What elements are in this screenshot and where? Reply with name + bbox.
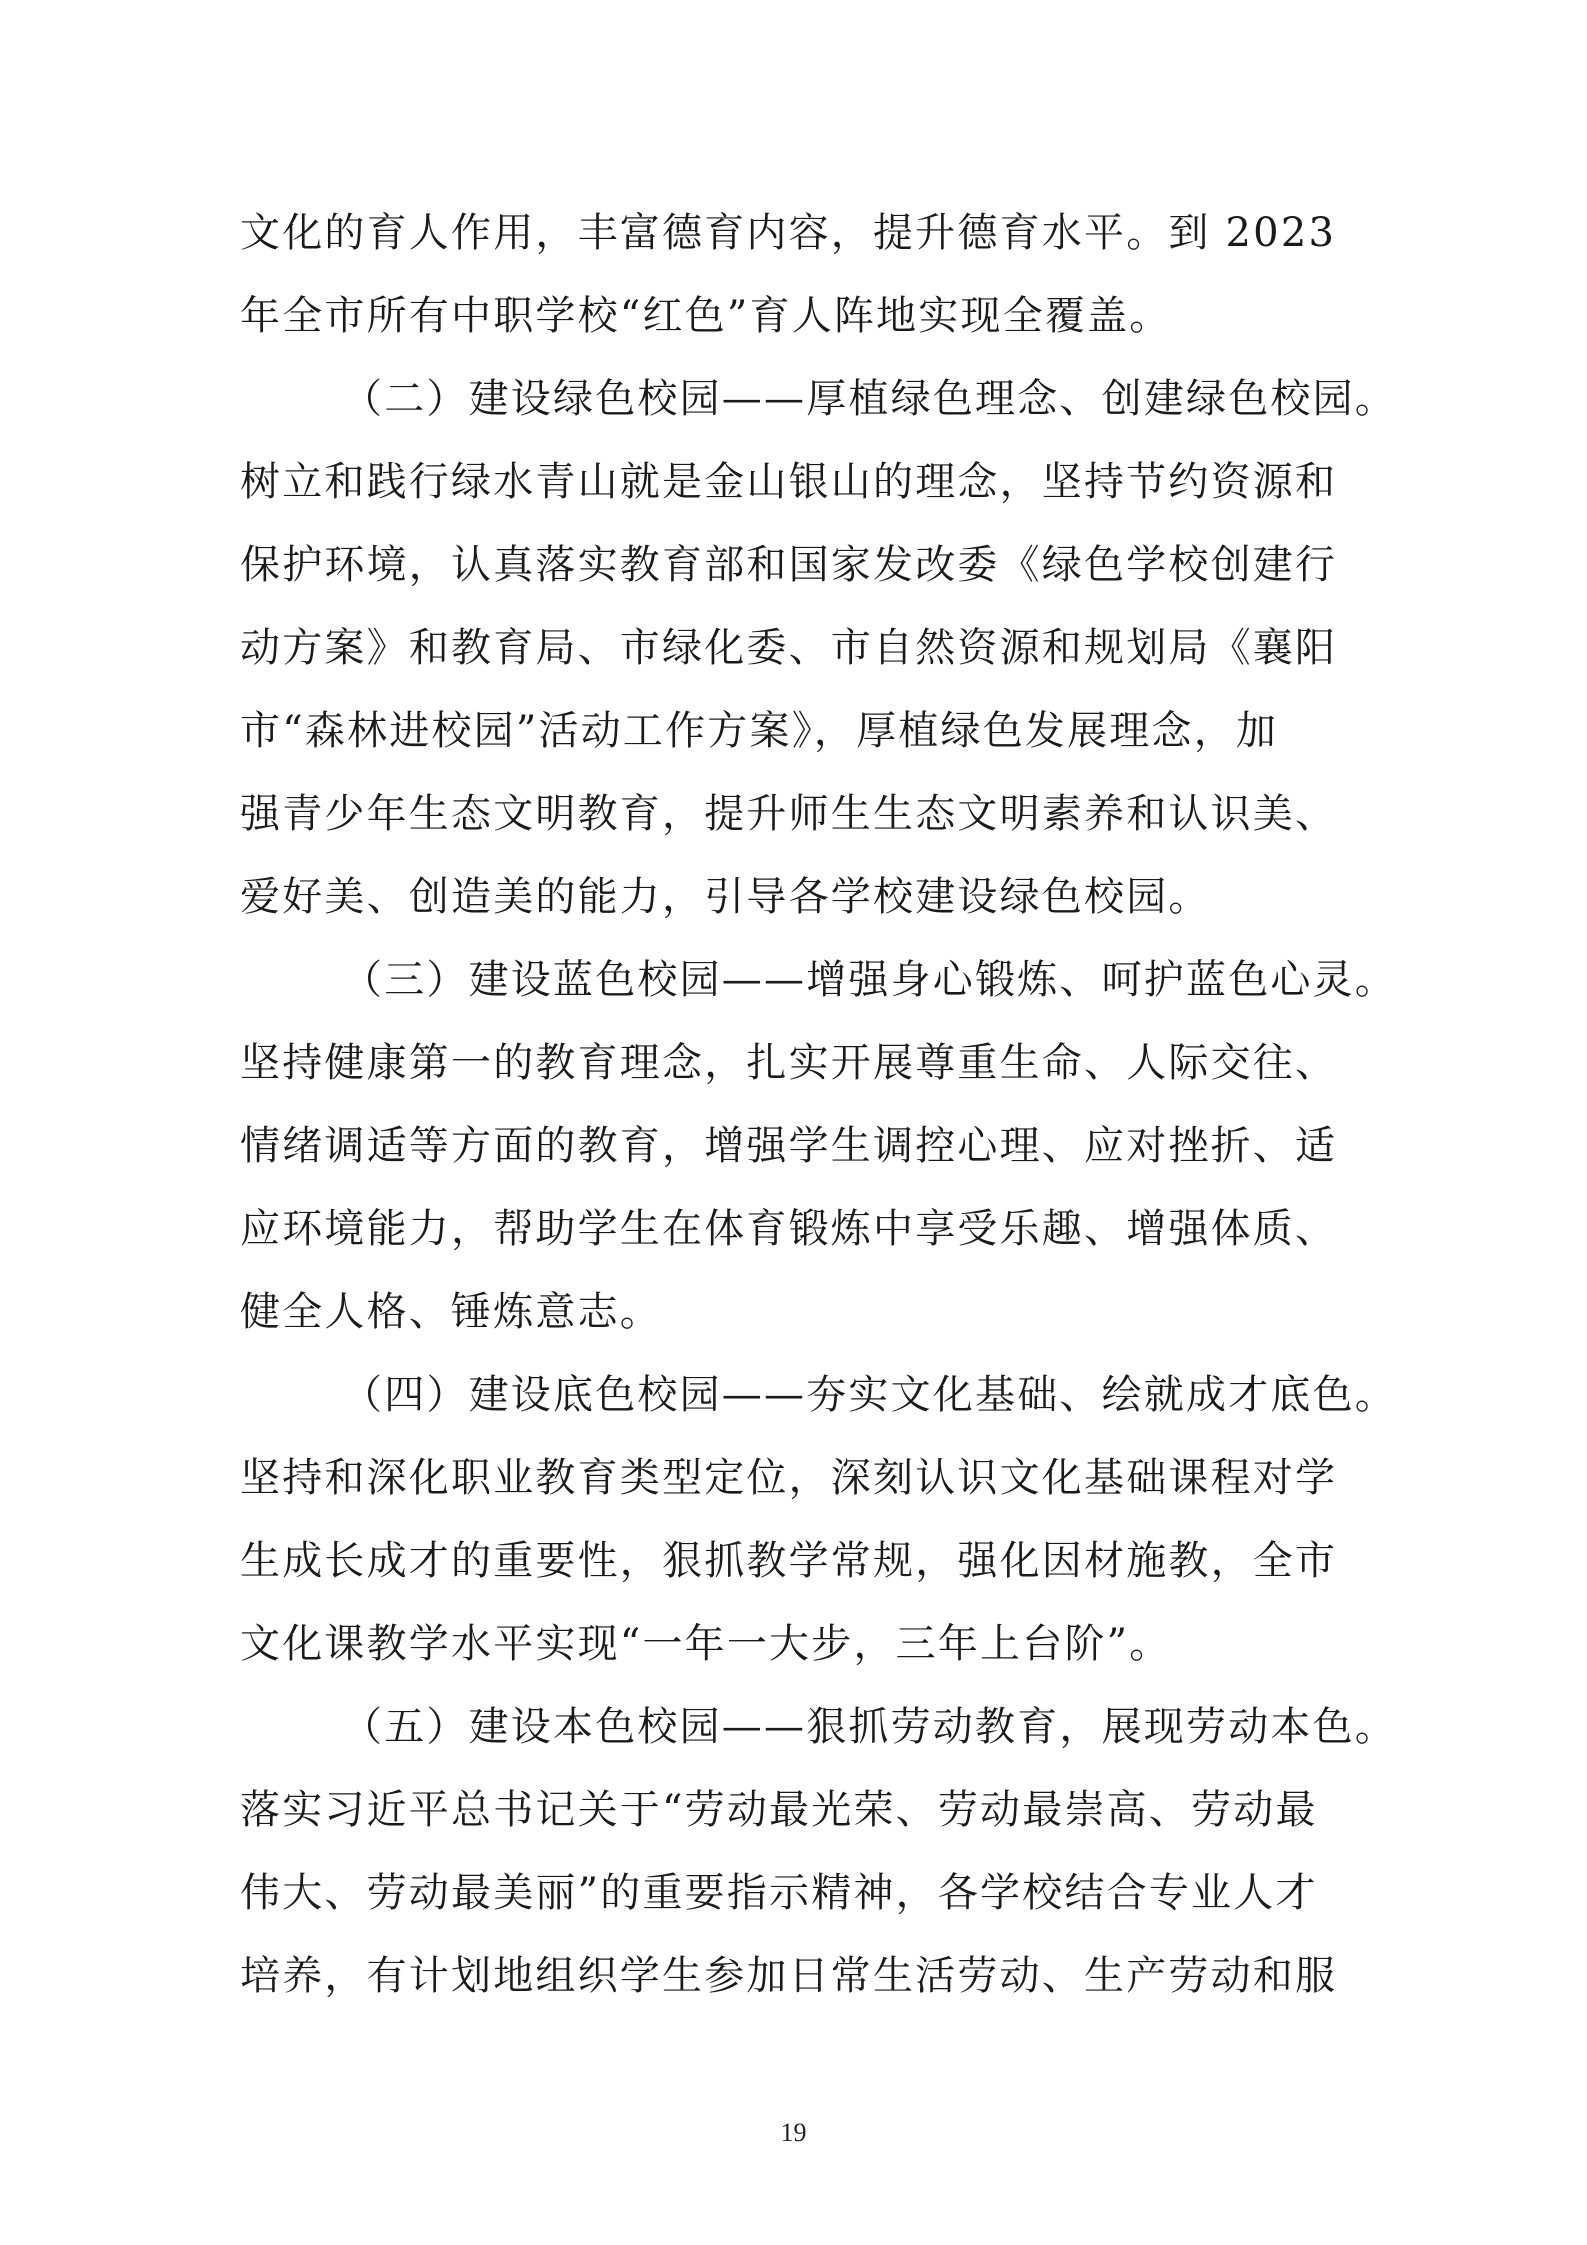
section-heading-line: （三）建设蓝色校园——增强身心锻炼、呵护蓝色心灵。	[342, 957, 1397, 1003]
text-line: 情绪调适等方面的教育，增强学生调控心理、应对挫折、适	[240, 1123, 1338, 1169]
text-line: 应环境能力，帮助学生在体育锻炼中享受乐趣、增强体质、	[240, 1206, 1338, 1252]
section-heading-line: （二）建设绿色校园——厚植绿色理念、创建绿色校园。	[342, 376, 1397, 422]
text-line: 健全人格、锤炼意志。	[240, 1289, 662, 1335]
section-heading-line: （四）建设底色校园——夯实文化基础、绘就成才底色。	[342, 1372, 1397, 1418]
section-heading-line: （五）建设本色校园——狠抓劳动教育，展现劳动本色。	[342, 1704, 1397, 1750]
text-line: 动方案》和教育局、市绿化委、市自然资源和规划局《襄阳	[240, 625, 1338, 671]
text-line: 强青少年生态文明教育，提升师生生态文明素养和认识美、	[240, 791, 1338, 837]
body-text	[240, 192, 1397, 2018]
text-line: 文化的育人作用，丰富德育内容，提升德育水平。到 2023	[240, 210, 1337, 256]
text-line: 爱好美、创造美的能力，引导各学校建设绿色校园。	[240, 874, 1211, 920]
text-line: 文化课教学水平实现“一年一大步，三年上台阶”。	[240, 1621, 1172, 1667]
text-line: 年全市所有中职学校“红色”育人阵地实现全覆盖。	[240, 293, 1172, 339]
text-line: 落实习近平总书记关于“劳动最光荣、劳动最崇高、劳动最	[240, 1787, 1318, 1833]
text-line: 生成长成才的重要性，狠抓教学常规，强化因材施教，全市	[240, 1538, 1338, 1584]
text-line: 培养，有计划地组织学生参加日常生活劳动、生产劳动和服	[240, 1953, 1338, 1999]
text-line: 坚持和深化职业教育类型定位，深刻认识文化基础课程对学	[240, 1455, 1338, 1501]
text-line: 伟大、劳动最美丽”的重要指示精神，各学校结合专业人才	[240, 1870, 1318, 1916]
text-line: 树立和践行绿水青山就是金山银山的理念，坚持节约资源和	[240, 459, 1338, 505]
text-line: 市“森林进校园”活动工作方案》，厚植绿色发展理念，加	[240, 708, 1279, 754]
text-line: 保护环境，认真落实教育部和国家发改委《绿色学校创建行	[240, 542, 1338, 588]
text-line: 坚持健康第一的教育理念，扎实开展尊重生命、人际交往、	[240, 1040, 1338, 1086]
page-number: 19	[780, 2118, 807, 2147]
